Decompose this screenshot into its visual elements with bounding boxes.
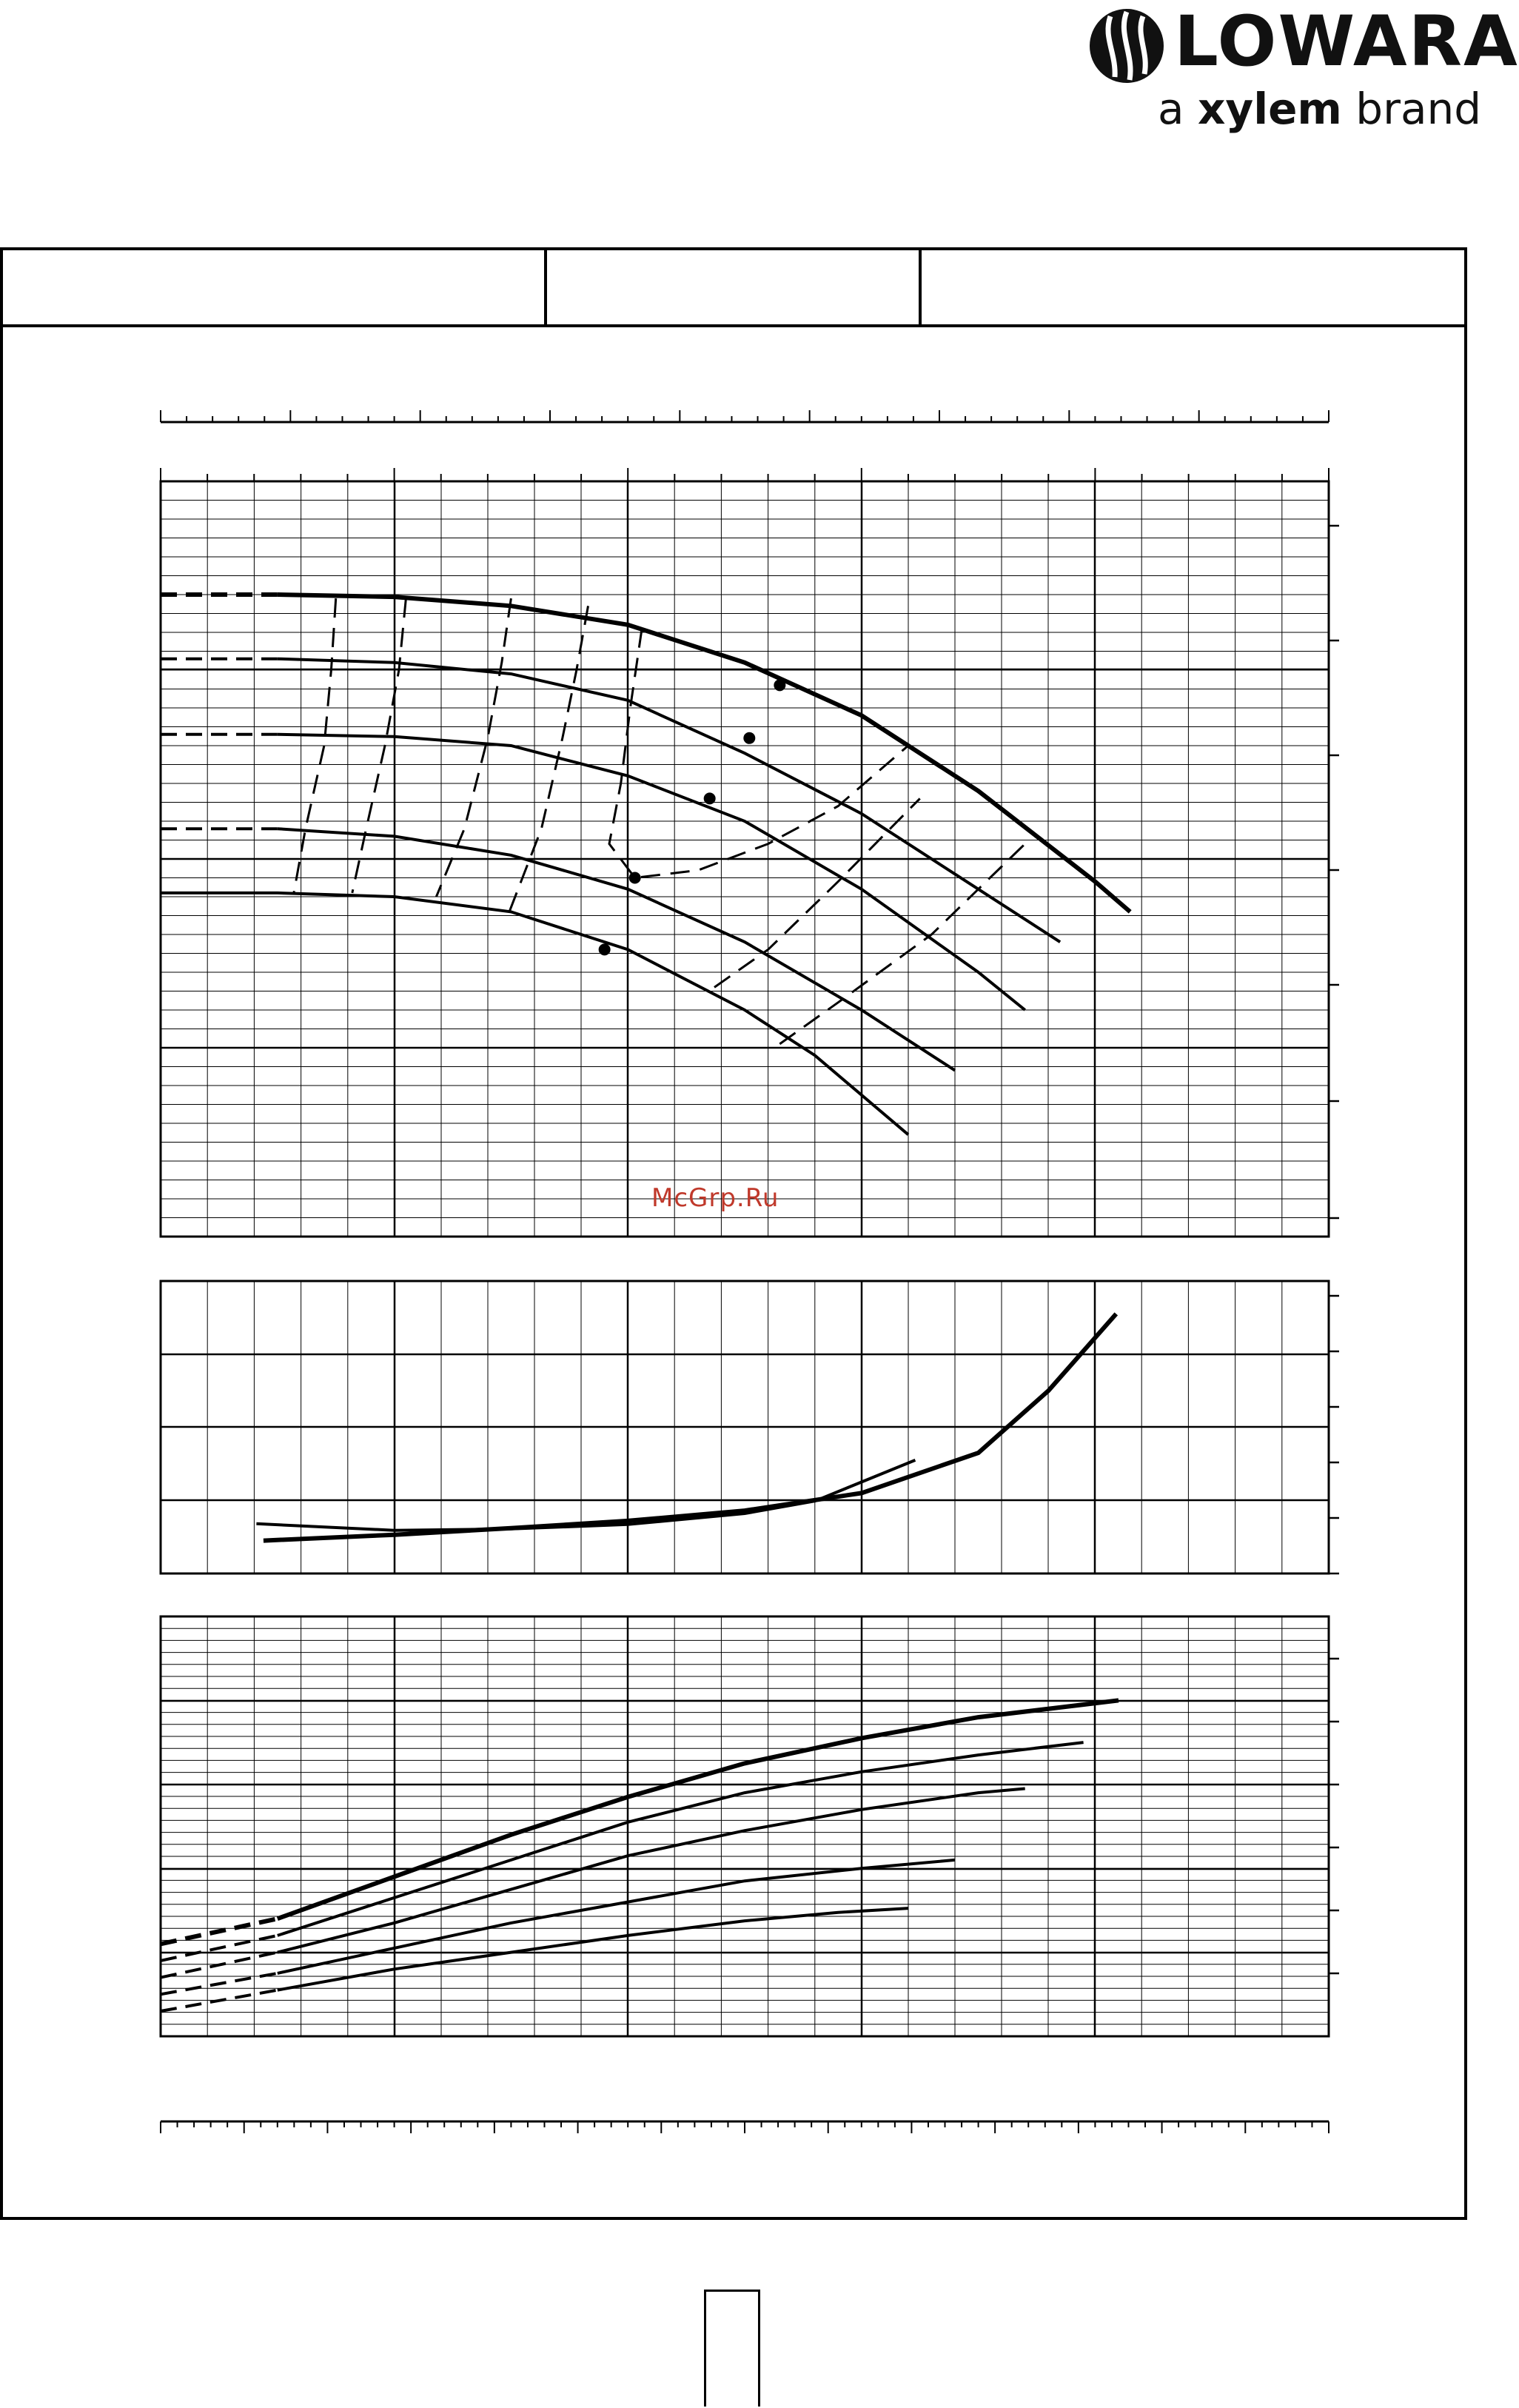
brand-name: LOWARA: [1174, 1, 1519, 82]
curve-line: [278, 1700, 1119, 1919]
efficiency-curve-dashed: [714, 798, 920, 987]
curve-line: [278, 1908, 908, 1990]
efficiency-curve-dashed: [779, 844, 1025, 1044]
chart-curves: [161, 595, 1130, 2011]
scale-ruler: [161, 2121, 1329, 2133]
tagline-suffix: brand: [1341, 84, 1482, 134]
operating-point-marker: [629, 872, 641, 884]
efficiency-curve-dashed: [609, 629, 908, 878]
tagline-bold: xylem: [1197, 84, 1342, 134]
curve-line: [256, 1460, 915, 1531]
operating-point-marker: [743, 732, 755, 744]
head-curve-series: [161, 595, 1130, 1134]
curve-line: [278, 735, 1025, 1010]
tagline-prefix: a: [1158, 84, 1198, 134]
curve-segment-dashed: [161, 1953, 278, 1978]
scale-ruler: [161, 410, 1329, 422]
curve-line: [278, 595, 1130, 912]
operating-point-marker: [599, 943, 611, 955]
curve-line: [278, 1789, 1025, 1953]
page-number-box: [704, 2290, 760, 2407]
watermark: McGrp.Ru: [651, 1183, 779, 1213]
panel-border: [161, 1616, 1329, 2036]
operating-point-marker: [774, 679, 785, 691]
grid-panel: [161, 1616, 1339, 2036]
curve-line: [278, 1742, 1084, 1936]
chart-grids: [161, 481, 1339, 2036]
operating-point-marker: [704, 792, 716, 804]
grid-panel: [161, 1281, 1339, 1573]
